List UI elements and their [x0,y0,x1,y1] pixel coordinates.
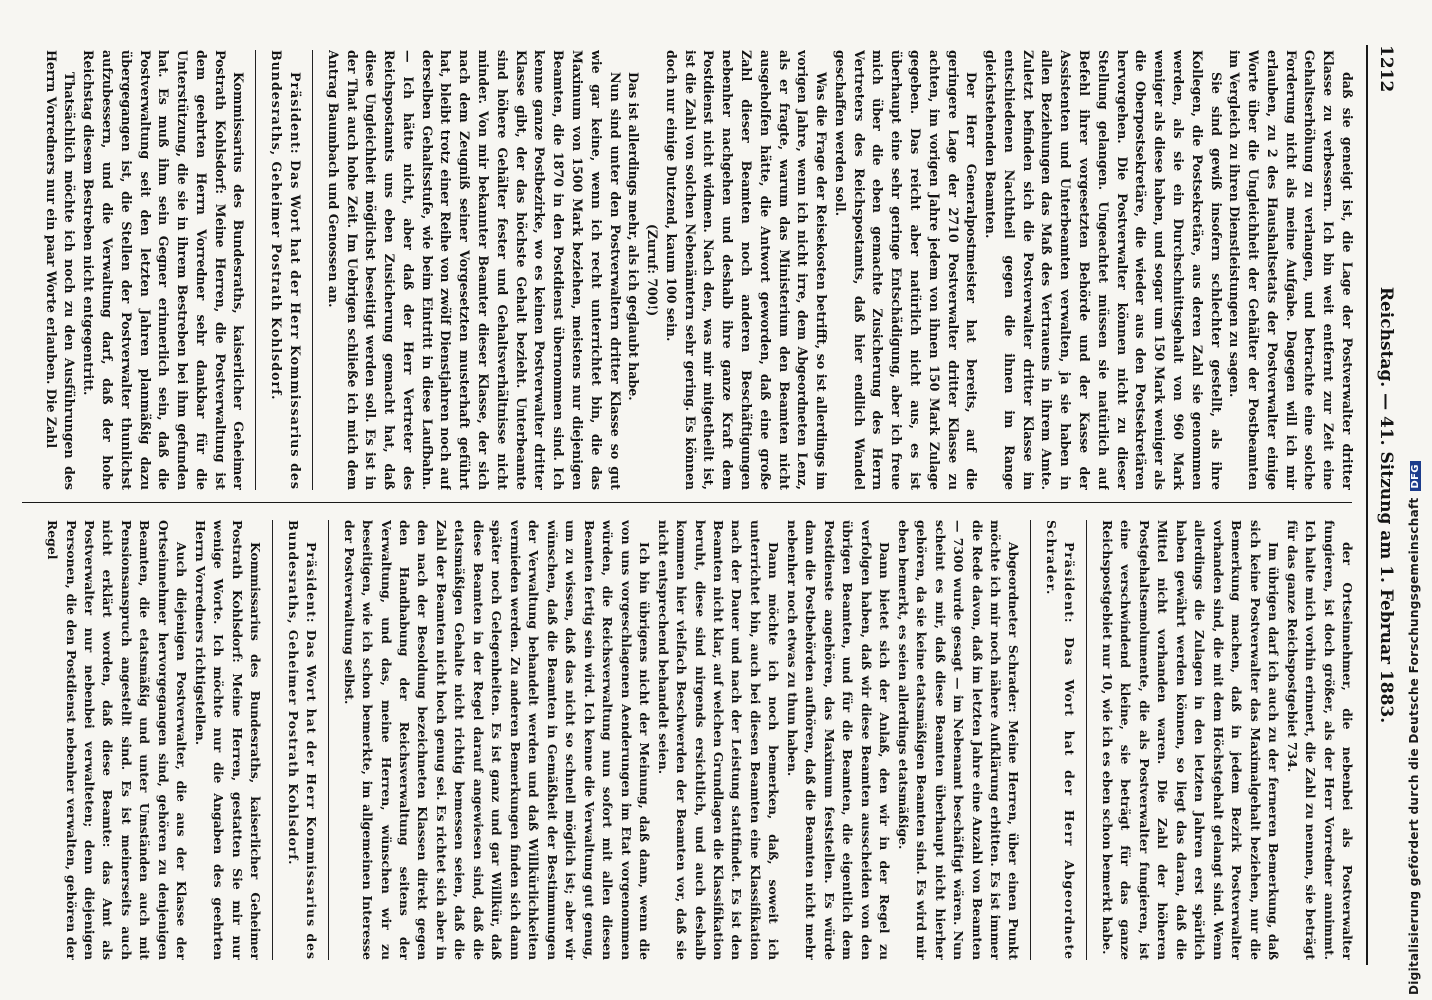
section-rule [255,50,256,490]
page-header [1366,45,1400,965]
paragraph: Auch diejenigen Postverwalter, die aus der Klasse der Ortseinnehmer hervorgegangen sind, gehören zu denjenigen Beamten, die etatsmäßig und unter Umständen auch mit Pensionsanspruch angestellt sind. Es ist meinerseits auch nicht erklärt worden, daß diese Beamte: das Amt als Postverwalter nur nebenbei verwalteten; denn diejenigen Personen, die den Postdienst nebenher verwalten, gehören der Regel [45,520,190,960]
paragraph: Abgeordneter Schrader: Meine Herren, über einen Punkt möchte ich mir noch nähere Aufklärung erbitten. Es ist immer die Rede davon, daß im letzten Jahre eine Anzahl von Beamten — 7300 wurde gesagt — im Nebenamt beschäftigt wären. Nun scheint es mir, daß diese Beamten überhaupt nicht hierher gehören, da sie keine etatsmäßigen Beamten sind. Es wird mir eben bemerkt, es seien allerdings etatsmäßige. [895,520,1022,960]
paragraph: Was die Frage der Reisekosten betrifft, so ist allerdings im vorigen Jahre, wenn ich nicht irre, dem Abgeordneten Lenz, als er fragte, warum das Ministerium den Beamten nicht ausgeholfen hätte, die Antwort geworden, daß eine große Zahl dieser Beamten noch anderen Beschäftigungen nebenher nachgehen und deshalb ihre ganze Kraft dem Postdienst nicht widmen. Nach den, was mir mitgetheilt ist, ist die Zahl von solchen Nebenämtern sehr gering. Es können doch nur einige Dutzend, kaum 100 sein. [663,50,830,490]
paragraph: der Ortseinnehmer, die nebenbei als Postverwalter fungieren, ist doch größer, als der Herr Vorredner annimmt. Ich halte mich vorhin erinnert, die Zahl zu nennen, sie beträgt für das ganze Reichspostgebiet 734. [1284,520,1355,960]
paragraph: Ich bin übrigens nicht der Meinung, daß dann, wenn die von uns vorgeschlagenen Aenderungen im Etat vorgenommen würden, die Reichsverwaltung nun sofort mit allen diesen Beamten fertig sein wird. Ich kenne die Verwaltung gut genug, um zu wissen, daß das nicht so schnell möglich ist; aber wir wünschen, daß die Beamten in Gemäßheit der Bestimmungen der Verwaltung behandelt werden und daß Willkürlichkeiten vermieden werden. Zu anderen Bemerkungen finden sich dann später noch Gelegenheiten. Es ist ganz und gar Willkür, daß diese Beamten in der Regel darauf angewiesen sind, daß die etatsmäßigen Gehalte nicht richtig bemessen seien, daß die Zahl der Beamten nicht hoch genug sei. Es richtet sich aber in den nach der Besoldung bezeichneten Klassen direkt gegen den Handhabung der Reichsverwaltung seitens der Verwaltung, und das, meine Herren, wünschen wir zu beseitigen, wie ich schon bemerkte, im allgemeinen Interesse der Postverwaltung selbst. [341,520,653,960]
left-column [41,50,1356,490]
paragraph: Im übrigen darf ich auch zu der ferneren Bemerkung, daß sich keine Postverwalter das Maximalgehalt beziehen, nur die Bemerkung machen, daß in jedem Bezirk Postverwalter vorhanden sind, die mit dem Höchstgehalt gelangt sind. Wenn allerdings die Zulagen in den letzten Jahren erst spärlich haben gewährt werden können, so liegt das daran, daß die Mittel nicht vorhanden waren. Die Zahl der höheren Postgehaltsemolumente, die als Postverwalter fungieren, ist eine verschwindend kleine, sie beträgt für das ganze Reichspostgebiet nur 10, wie ich es eben schon bemerkt habe. [1099,520,1282,960]
right-column [43,520,1356,960]
paragraph: Kommissarius des Bundesraths, kaiserlicher Geheimer Postrath Kohlsdorf: Meine Herren, die Postverwaltung ist dem geehrten Herrn Vorredner sehr dankbar für die Unterstützung, die sie in ihrem Bestreben bei ihm gefunden hat. Es muß ihm sein Gegner erinnerlich sein, daß die Postverwaltung seit den letzten Jahren planmäßig dazu übergegangen ist, die Stellen der Postverwalter thunlichst aufzubessern, und die Verwaltung darf, daß der hohe Reichstag diesem Bestreben nicht entgegentritt. [81,50,247,490]
paragraph: Kommissarius des Bundesraths, kaiserlicher Geheimer Postrath Kohlsdorf: Meine Herren, gestatten Sie mir nur wenige Worte. Ich möchte nur die Angaben des geehrten Herrn Vorredners richtigstellen. [192,520,264,960]
paragraph: Das ist allerdings mehr, als ich geglaubt habe. [626,72,642,401]
page-number: 1212 [1376,45,1396,93]
speaker-paragraph: Präsident: Das Wort hat der Herr Kommissarius des Bundesraths, Geheimer Postrath Kohlsdorf. [285,520,320,960]
section-rule [272,520,273,960]
paragraph: Dann möchte ich noch bemerken, daß, soweit ich unterrichtet bin, auch bei diesen Beamten eine Klassifikation nach der Dauer und nach der Leistung stattfindet. Es ist den Beamten nicht klar, auf welchen Grundlagen die Klassifikation beruht, diese sind nirgends ersichtlich, und auch deshalb kommen hier vielfach Beschwerden der Beamten vor, daß sie nicht entsprechend behandelt seien. [655,520,782,960]
running-title: Reichstag. — 41. Sitzung am 1. Februar 1883. [1376,286,1396,724]
digitization-credit [1407,461,1421,995]
paragraph: Der Herr Generalpostmeister hat bereits, auf die geringere Lage der 2710 Postverwalter dritter Klasse zu achten, im vorigen Jahre jedem von ihnen 150 Mark Zulage gegeben. Das reicht aber natürlich nicht aus, es ist überhaupt eine sehr geringe Entschädigung, aber ich freue mich über die eben gemachte Zusicherung des Herrn Vertreters des Reichspostamts, daß hier endlich Wandel geschaffen werden soll. [832,50,980,490]
speaker-paragraph: Präsident: Das Wort hat der Herr Kommissarius des Bundesraths, Geheimer Postrath Kohlsdorf. [269,50,304,490]
dfg-logo-icon: DFG [1410,461,1421,491]
section-rule [1031,520,1032,960]
column-divider [22,502,1352,503]
section-rule [328,520,329,960]
credit-text: Digitalisierung gefördert durch die Deutsche Forschungsgemeinschaft [1407,497,1421,995]
paragraph: Dann bietet sich der Anlaß, den wir in der Regel zu verfolgen haben, daß wir diese Beamten ausscheiden von den übrigen Beamten, und für die Beamten, die eigentlich dem Postdienste angehören, das Maximum feststellen. Es würde dann die Postbehörden aufhören, daß die Beamten nicht mehr nebenher noch etwas zu thun haben. [784,520,893,960]
speaker-paragraph: Präsident: Das Wort hat der Herr Abgeordnete Schrader. [1043,520,1078,960]
section-rule [312,50,313,490]
paragraph: daß sie geneigt ist, die Lage der Postverwalter dritter Klasse zu verbessern. Ich bin weit entfernt zur Zeit eine Gehaltserhöhung zu verlangen, und betrachte eine solche Forderung nicht als meine Aufgabe. Dagegen will ich mir erlauben, zu 2 des Haushaltsetats der Postverwalter einige Worte über die Ungleichheit der Gehälter der Postbeamten im Vergleich zu ihren Dienstleistungen zu sagen. [1227,50,1355,490]
paragraph: Nun sind unter den Postverwaltern dritter Klasse so gut wie gar keine, wenn ich recht unterrichtet bin, die das Maximum von 1500 Mark beziehen, meistens nur diejenigen Beamten, die 1870 in den Postdienst übernommen sind. Ich kenne ganze Postbezirke, wo es keinen Postverwalter dritter Klasse gibt, der das höchste Gehalt bezieht. Unterbeamte sind höhere Gehälter fester und Gehaltsverhältnisse nicht minder. Von mir bekannter Beamter dieser Klasse, der sich nach dem Zeugniß seiner Vorgesetzten musterhaft geführt hat, bleibt trotz einer Reihe von zwölf Dienstjahren noch auf derselben Gehaltsstufe, wie beim Eintritt in diese Laufbahn. — Ich hätte nicht, aber daß der Herr Vertreter des Reichspostamts uns eben Zusicherung gemacht hat, daß diese Ungleichheit möglichst beseitigt werden soll. Es ist in der That auch hohe Zeit. Im Uebrigen schließe ich mich dem Antrag Baumbach und Genossen an. [325,50,623,490]
paragraph: Thatsächlich möchte ich noch zu den Ausführungen des Herrn Vorredners nur ein paar Worte erlauben. Die Zahl [43,50,78,490]
paragraph: Sie sind gewiß insofern schlechter gestellt, als ihre Kollegen, die Postsekretäre, aus deren Zahl sie genommen werden, als sie ein Durchschnittsgehalt von 960 Mark weniger als diese haben, und sogar um 150 Mark weniger als die Oberpostsekretäre, die wieder aus den Postsekretären hervorgehen. Die Postverwalter können nicht zu dieser Stellung gelangen. Ungeachtet müssen sie natürlich auf Befehl ihrer vorgesetzten Behörde und der Kasse der Assistenten und Unterbeamten verwalten, ja sie haben in allen Beziehungen das Maß des Vertrauens in ihrem Amte. Zuletzt befinden sich die Postverwalter dritter Klasse im entschiedenen Nachtheil gegen die ihnen im Range gleichstehenden Beamten. [983,50,1224,490]
section-rule [1086,520,1087,960]
interjection: (Zuruf: 700!) [645,223,661,317]
